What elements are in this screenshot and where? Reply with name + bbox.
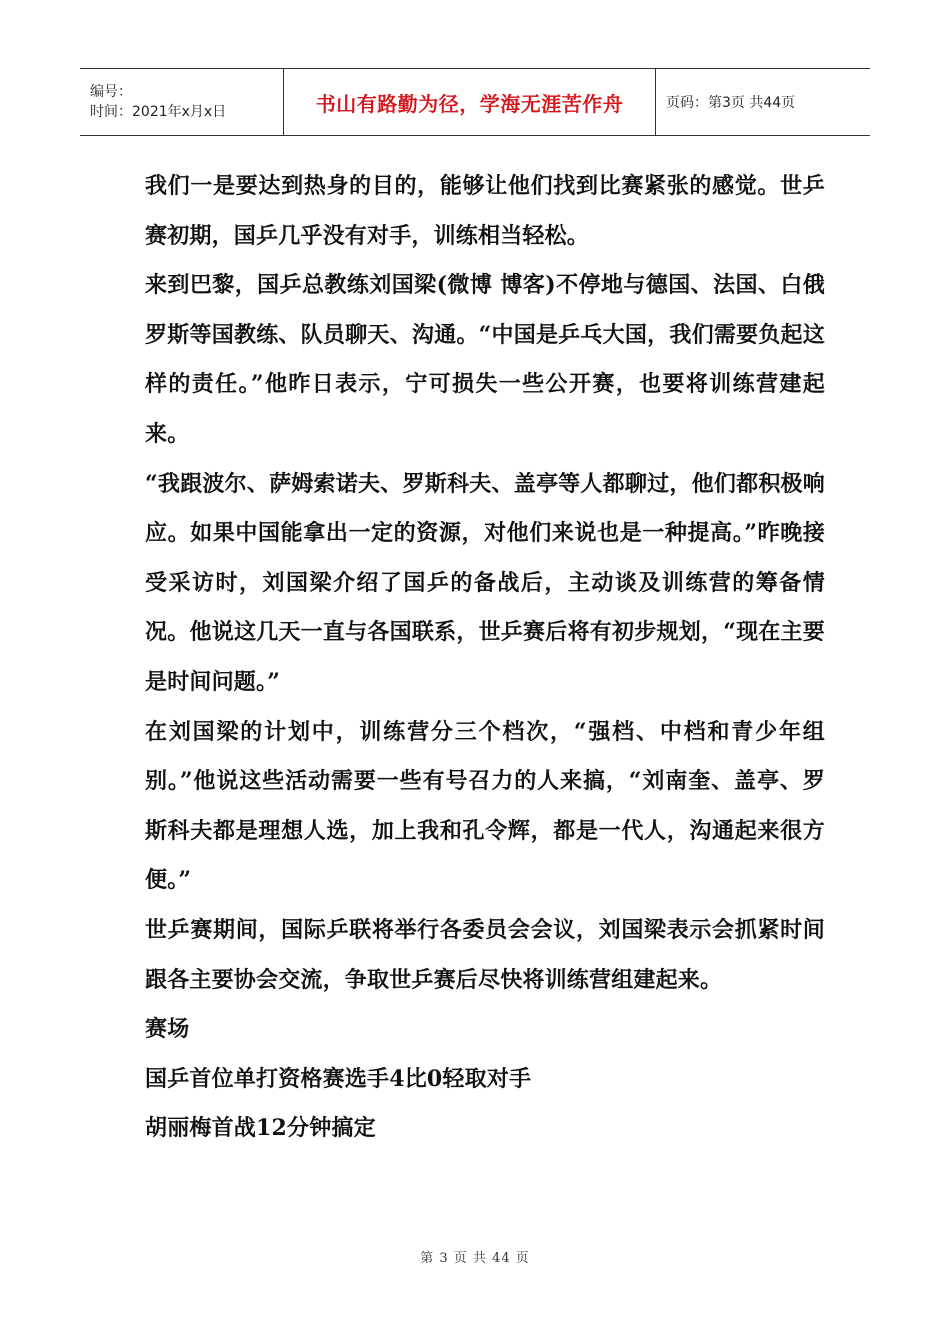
header-motto: 书山有路勤为径，学海无涯苦作舟 (315, 91, 624, 116)
body-paragraph: 世乒赛期间，国际乒联将举行各委员会会议，刘国梁表示会抓紧时间跟各主要协会交流，争取世乒赛后尽快将训练营组建起来。 (145, 916, 825, 993)
document-body (145, 162, 825, 1154)
page-footer: 第 3 页 共 44 页 (420, 1251, 530, 1266)
header-motto-cell (284, 69, 656, 135)
header-meta-cell (80, 69, 284, 135)
document-number-label: 编号： (90, 84, 132, 100)
headline: 国乒首位单打资格赛选手4比0轻取对手 (145, 1065, 532, 1092)
document-date-label: 时间：2021年x月x日 (90, 104, 227, 120)
headline: 胡丽梅首战12分钟搞定 (145, 1115, 376, 1142)
body-paragraph: 我们一是要达到热身的目的，能够让他们找到比赛紧张的感觉。世乒赛初期，国乒几乎没有对手，训练相当轻松。 (145, 173, 825, 249)
body-paragraph: 来到巴黎，国乒总教练刘国梁(微博 博客)不停地与德国、法国、白俄罗斯等国教练、队员聊天、沟通。“中国是乒乓大国，我们需要负起这样的责任。”他昨日表示，宁可损失一些公开赛，也要将训练营建起来。 (145, 272, 825, 447)
body-paragraph: 在刘国梁的计划中，训练营分三个档次，“强档、中档和青少年组别。”他说这些活动需要一些有号召力的人来搞，“刘南奎、盖亭、罗斯科夫都是理想人选，加上我和孔令辉，都是一代人，沟通起来很方便。” (145, 718, 825, 894)
header-page-number: 页码：第3页 共44页 (666, 95, 796, 111)
section-heading: 赛场 (145, 1016, 190, 1043)
header-page-cell (656, 69, 870, 135)
body-paragraph: “我跟波尔、萨姆索诺夫、罗斯科夫、盖亭等人都聊过，他们都积极响应。如果中国能拿出一定的资源，对他们来说也是一种提高。”昨晚接受采访时，刘国梁介绍了国乒的备战后，主动谈及训练营的筹备情况。他说这几天一直与各国联系，世乒赛后将有初步规划，“现在主要是时间问题。” (145, 470, 825, 695)
page-header (80, 68, 870, 136)
